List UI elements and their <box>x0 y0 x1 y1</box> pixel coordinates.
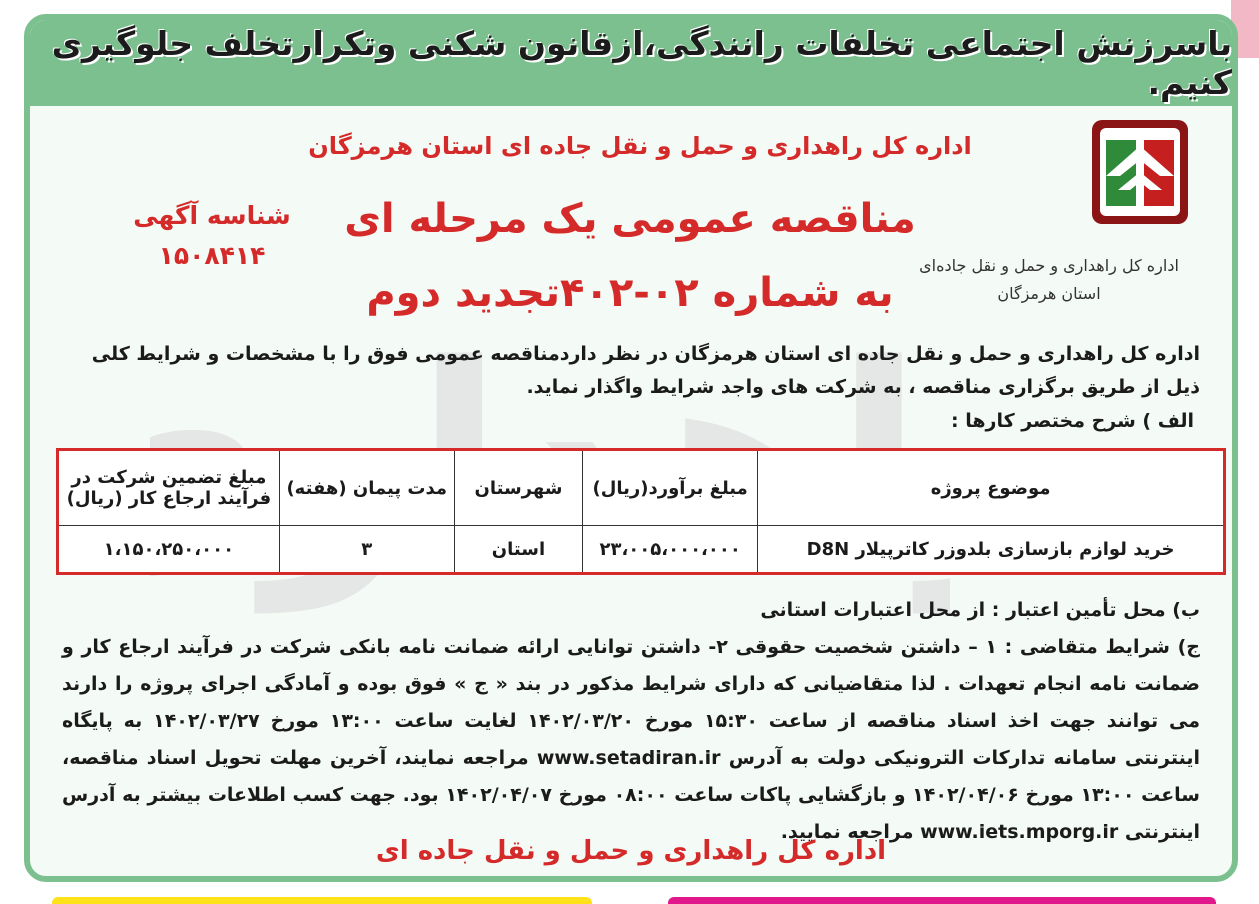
header-guarantee: مبلغ تضمین شرکت در فرآیند ارجاع کار (ریال) <box>58 450 280 526</box>
tender-title: مناقصه عمومی یک مرحله ای <box>344 196 916 242</box>
tender-number: به شماره ۰۲-۴۰۲تجدید دوم <box>366 270 894 316</box>
header-county: شهرستان <box>454 450 582 526</box>
cell-guarantee: ۱،۱۵۰،۲۵۰،۰۰۰ <box>58 526 280 574</box>
logo-caption-line1: اداره کل راهداری و حمل و نقل جاده‌ای <box>919 256 1179 275</box>
logo-caption-line2: استان هرمزگان <box>997 284 1101 303</box>
header-estimate: مبلغ برآورد(ریال) <box>583 450 758 526</box>
conditions-block <box>62 592 1200 851</box>
road-maintenance-logo <box>1088 116 1192 228</box>
ad-id-label: شناسه آگهی <box>133 201 291 230</box>
table-row <box>58 526 1225 574</box>
ad-id-value: ۱۵۰۸۴۱۴ <box>158 241 266 270</box>
cell-county: استان <box>454 526 582 574</box>
section-b-text: ب) محل تأمین اعتبار : از محل اعتبارات استانی <box>760 599 1200 621</box>
slogan-banner <box>30 20 1232 106</box>
section-c-text: ج) شرایط متقاضی : ۱ – داشتن شخصیت حقوقی ۲- داشتن توانایی ارائه ضمانت نامه بانکی شرکت در فرآیند ارجاع کار و ضمانت نامه انجام تعهدات . لذا متقاضیانی که دارای شرایط مذکور در بند « ج » فوق بوده و آمادگی اجرای پروژه را دارند می توانند جهت اخذ اسناد مناقصه از ساعت ۱۵:۳۰ مورخ ۱۴۰۲/۰۳/۲۰ لغایت ساعت ۱۳:۰۰ مورخ ۱۴۰۲/۰۳/۲۷ به پایگاه اینترنتی سامانه تدارکات الترونیکی دولت به آدرس www.setadiran.ir مراجعه نمایند، آخرین مهلت تحویل اسناد مناقصه، ساعت ۱۳:۰۰ مورخ ۱۴۰۲/۰۴/۰۶ و بازگشایی پاکات ساعت ۰۸:۰۰ مورخ ۱۴۰۲/۰۴/۰۷ بود. جهت کسب اطلاعات بیشتر به آدرس اینترنتی www.iets.mporg.ir مراجعه نمایید. <box>62 636 1201 843</box>
header-project-subject: موضوع پروژه <box>758 450 1225 526</box>
cell-project-subject: خرید لوازم بازسازی بلدوزر کاترپیلار D8N <box>758 526 1225 574</box>
slogan-text: باسرزنش اجتماعی تخلفات رانندگی،ازقانون شکنی وتکرارتخلف جلوگیری کنیم. <box>51 24 1232 102</box>
header-duration: مدت پیمان (هفته) <box>279 450 454 526</box>
announcement-frame <box>24 14 1238 882</box>
intro-paragraph: اداره کل راهداری و حمل و نقل جاده ای استان هرمزگان در نظر داردمناقصه عمومی فوق را با مشخصات و شرایط کلی ذیل از طریق برگزاری مناقصه ، به شرکت های واجد شرایط واگذار نماید. <box>91 343 1200 398</box>
cell-duration: ۳ <box>279 526 454 574</box>
ad-identifier <box>112 196 312 276</box>
footer-organization: اداره کل راهداری و حمل و نقل جاده ای <box>375 836 887 866</box>
cell-estimate: ۲۳،۰۰۵،۰۰۰،۰۰۰ <box>583 526 758 574</box>
section-a-heading: الف ) شرح مختصر کارها : <box>950 410 1194 432</box>
organization-title: اداره کل راهداری و حمل و نقل جاده ای استان هرمزگان <box>308 132 972 160</box>
projects-table <box>56 448 1226 575</box>
bottom-strip-magenta <box>668 897 1216 904</box>
bottom-strip-yellow <box>52 897 592 904</box>
table-header-row <box>58 450 1225 526</box>
